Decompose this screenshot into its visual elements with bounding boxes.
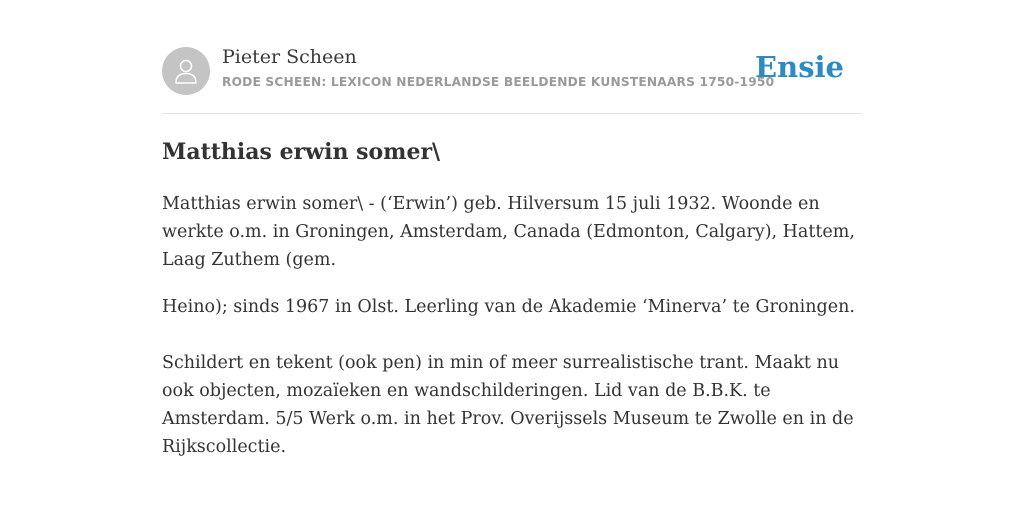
- article-header: [162, 46, 862, 96]
- article-paragraph-3: Schildert en tekent (ook pen) in min of meer surrealistische trant. Maakt nu ook objecten, mozaïeken en wandschilderingen. Lid van de B.B.K. te Amsterdam. 5/5 Werk o.m. in het Prov. Overijssels Museum te Zwolle en in de Rijkscollectie.: [162, 353, 854, 457]
- article-paragraph-2: Heino); sinds 1967 in Olst. Leerling van de Akademie ‘Minerva’ te Groningen.: [162, 297, 855, 317]
- author-name[interactable]: Pieter Scheen: [222, 46, 357, 68]
- header-divider: [162, 113, 862, 114]
- user-icon: [171, 56, 201, 86]
- ensie-logo-link[interactable]: Ensie: [755, 50, 844, 84]
- article-title: Matthias erwin somer\: [162, 139, 441, 165]
- source-title[interactable]: RODE SCHEEN: LEXICON NEDERLANDSE BEELDENDE KUNSTENAARS 1750-1950: [222, 75, 775, 89]
- author-avatar[interactable]: [162, 47, 210, 95]
- article-paragraph-1: Matthias erwin somer\ - (‘Erwin’) geb. Hilversum 15 juli 1932. Woonde en werkte o.m. in Groningen, Amsterdam, Canada (Edmonton, Calgary), Hattem, Laag Zuthem (gem.: [162, 194, 855, 270]
